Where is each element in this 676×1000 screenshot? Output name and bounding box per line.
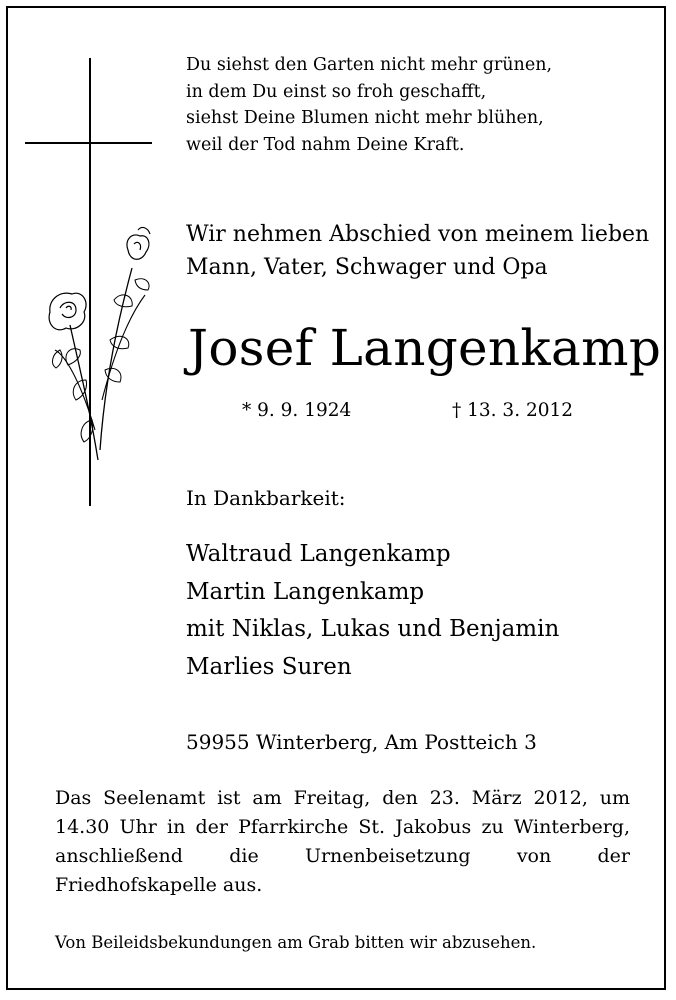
mourners-list bbox=[186, 536, 559, 686]
poem-line: siehst Deine Blumen nicht mehr blühen, bbox=[186, 108, 544, 128]
closing-note: Von Beileidsbekundungen am Grab bitten wir abzusehen. bbox=[55, 933, 537, 952]
intro-line: Wir nehmen Abschied von meinem lieben bbox=[186, 222, 650, 247]
mourner-name: Martin Langenkamp bbox=[186, 578, 425, 605]
mourner-name: Waltraud Langenkamp bbox=[186, 541, 451, 567]
cross-with-roses-icon bbox=[20, 50, 170, 510]
death-date: † 13. 3. 2012 bbox=[452, 400, 574, 421]
deceased-name: Josef Langenkamp bbox=[188, 319, 662, 377]
thanks-heading: In Dankbarkeit: bbox=[186, 486, 346, 510]
birth-date: * 9. 9. 1924 bbox=[242, 400, 352, 421]
poem-line: in dem Du einst so froh geschafft, bbox=[186, 81, 487, 102]
intro-line: Mann, Vater, Schwager und Opa bbox=[186, 255, 548, 280]
poem-line: weil der Tod nahm Deine Kraft. bbox=[186, 134, 465, 155]
poem bbox=[186, 52, 552, 158]
mourner-name: Marlies Suren bbox=[186, 653, 352, 680]
address: 59955 Winterberg, Am Postteich 3 bbox=[186, 730, 537, 754]
service-details: Das Seelenamt ist am Freitag, den 23. März 2012, um 14.30 Uhr in der Pfarrkirche St. Jakobus zu Winterberg, anschließend die Urnenbeisetzung von der Friedhofskapelle aus. bbox=[55, 787, 630, 896]
mourner-name: mit Niklas, Lukas und Benjamin bbox=[186, 616, 560, 642]
poem-line: Du siehst den Garten nicht mehr grünen, bbox=[186, 55, 553, 75]
farewell-intro bbox=[186, 218, 649, 284]
